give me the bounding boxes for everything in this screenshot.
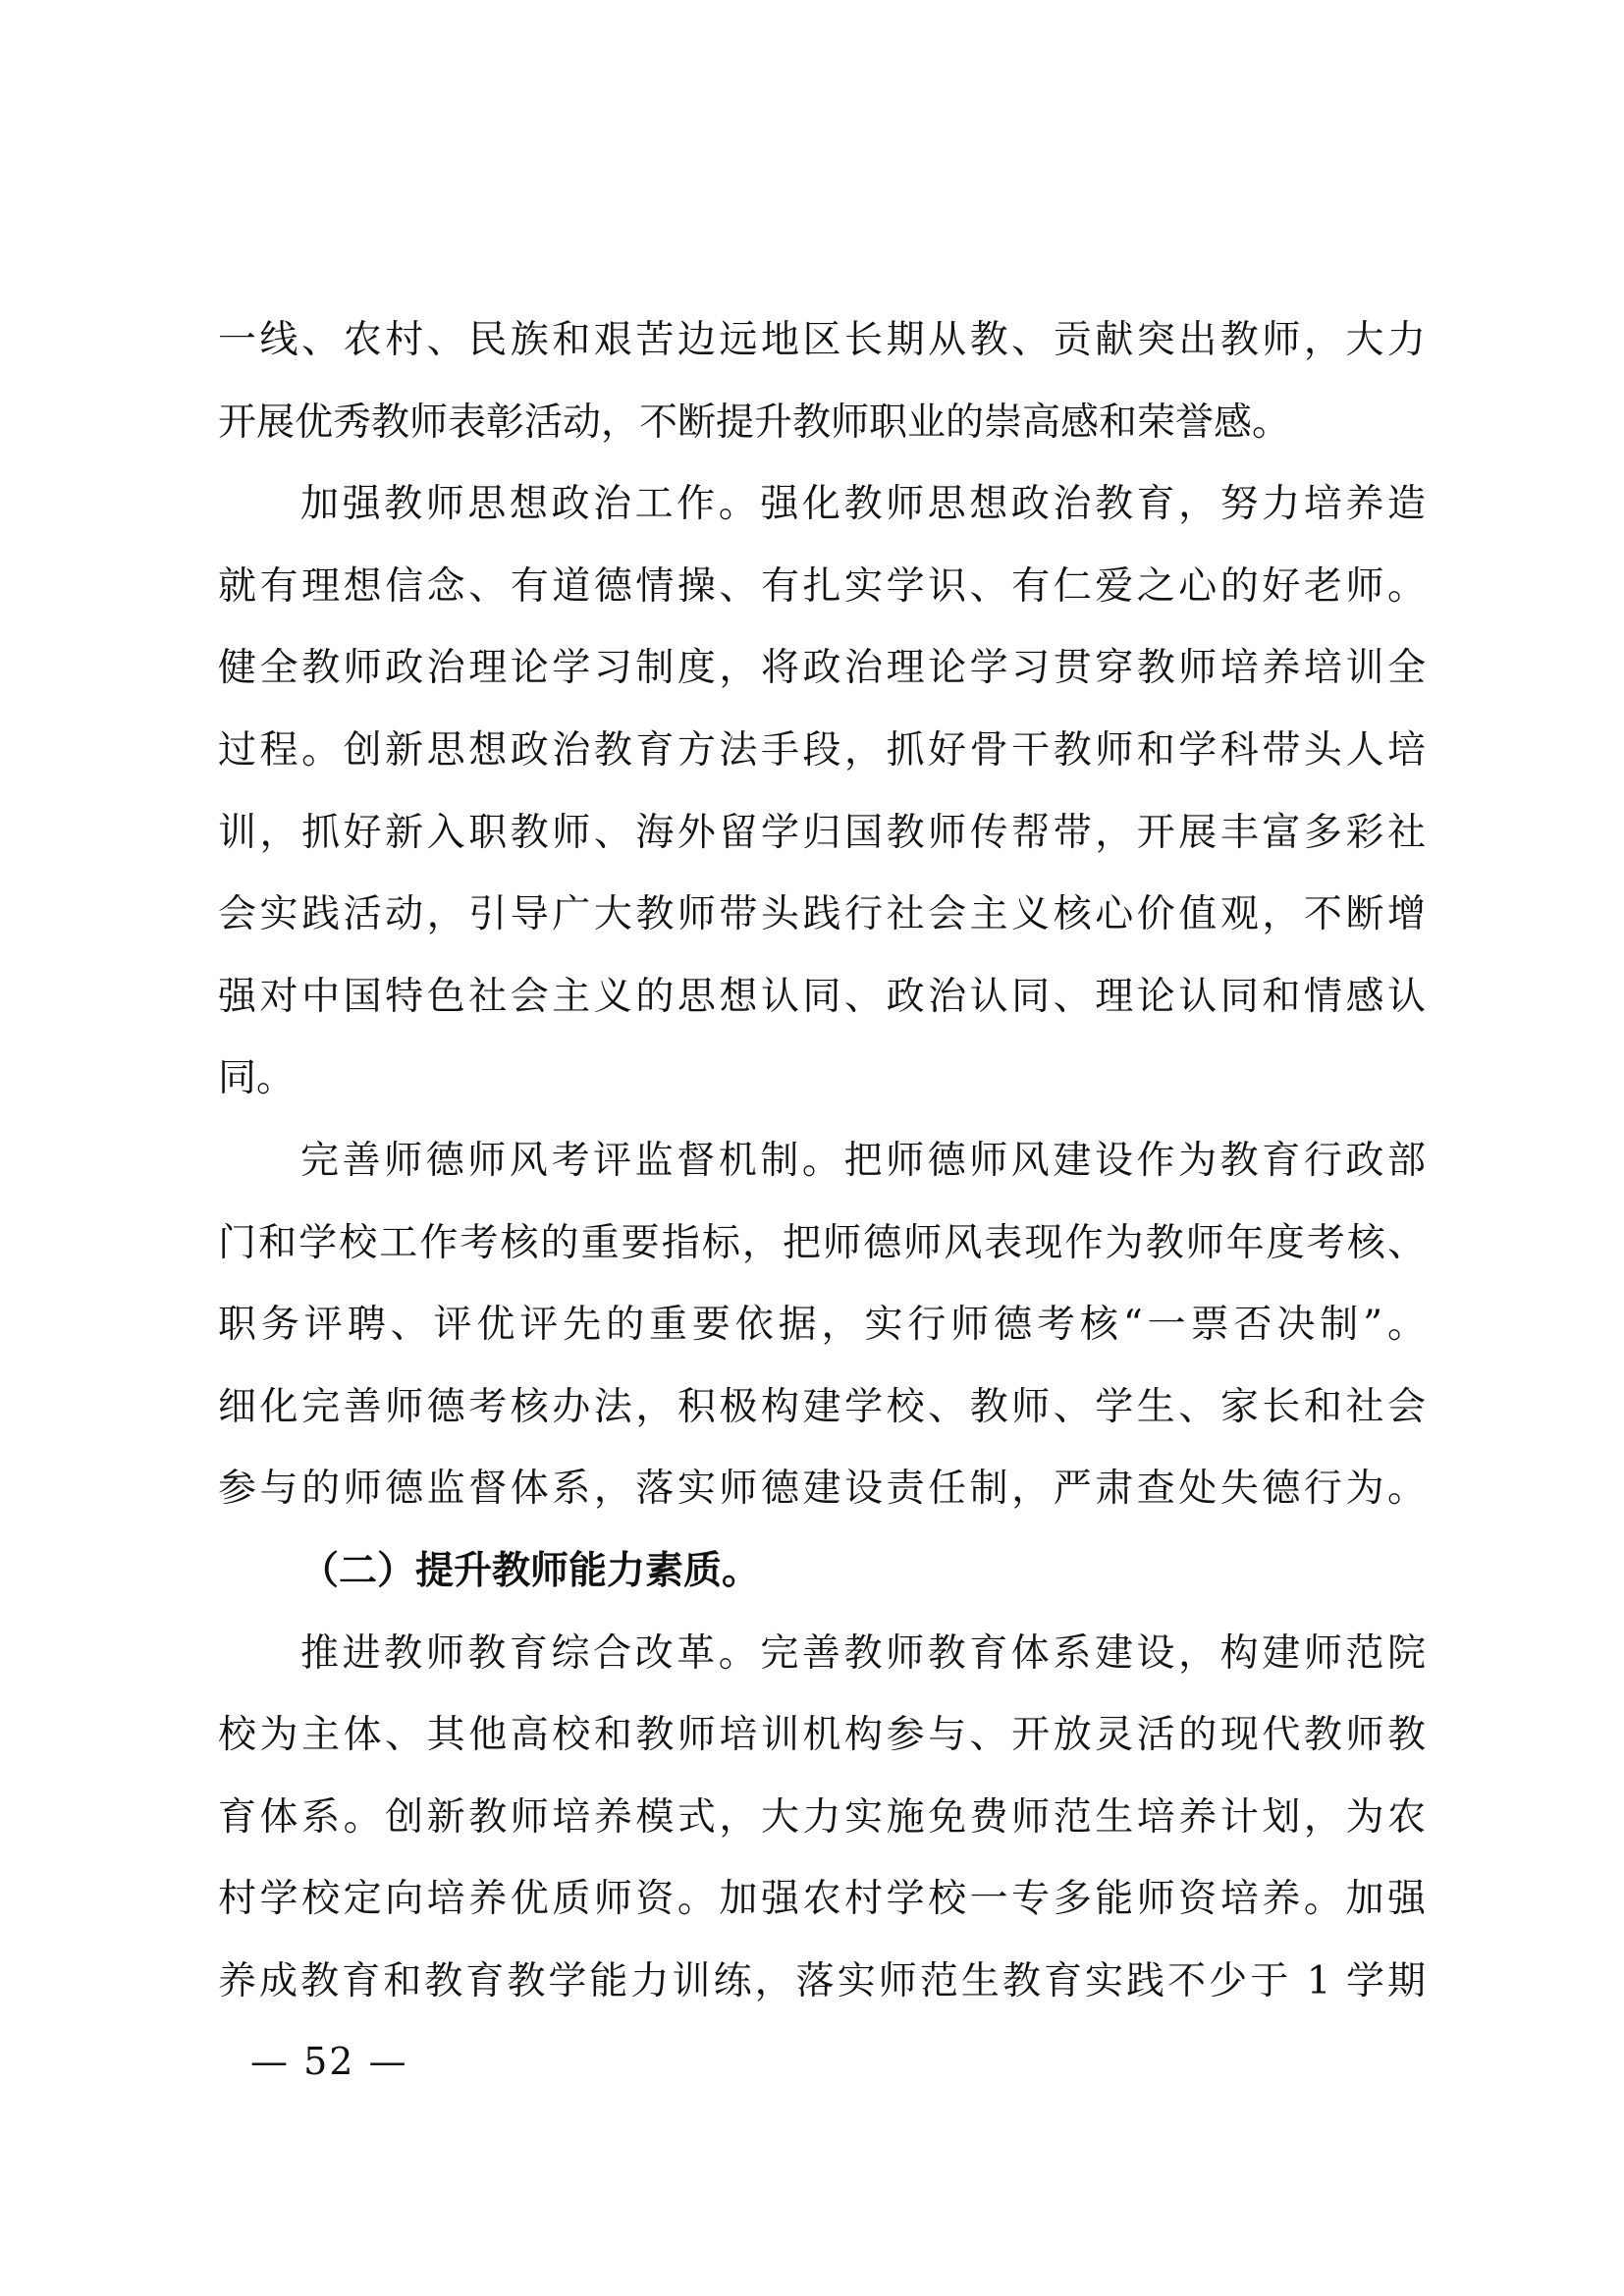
- text-line: 会实践活动，引导广大教师带头践行社会主义核心价值观，不断增: [218, 892, 1426, 937]
- page-number: — 52 —: [250, 2040, 408, 2083]
- text-line: 育体系。创新教师培养模式，大力实施免费师范生培养计划，为农: [218, 1794, 1426, 1840]
- text-line: 一线、农村、民族和艰苦边远地区长期从教、贡献突出教师，大力: [218, 318, 1426, 362]
- text-line: 细化完善师德考核办法，积极构建学校、教师、学生、家长和社会: [218, 1384, 1426, 1429]
- text-line: 强对中国特色社会主义的思想认同、政治认同、理论认同和情感认: [218, 974, 1426, 1019]
- text-line: 过程。创新思想政治教育方法手段，抓好骨干教师和学科带头人培: [218, 727, 1426, 773]
- paragraph-start-line: 加强教师思想政治工作。强化教师思想政治教育，努力培养造: [300, 482, 1426, 527]
- text-line: 开展优秀教师表彰活动，不断提升教师职业的崇高感和荣誉感。: [218, 400, 1291, 445]
- section-heading: （二）提升教师能力素质。: [300, 1547, 761, 1593]
- text-line: 参与的师德监督体系，落实师德建设责任制，严肃查处失德行为。: [218, 1467, 1426, 1512]
- text-line: 校为主体、其他高校和教师培训机构参与、开放灵活的现代教师教: [218, 1713, 1426, 1758]
- paragraph-start-line: 推进教师教育综合改革。完善教师教育体系建设，构建师范院: [300, 1630, 1426, 1676]
- text-line: 村学校定向培养优质师资。加强农村学校一专多能师资培养。加强: [218, 1877, 1426, 1922]
- text-line: 养成教育和教育教学能力训练，落实师范生教育实践不少于 1 学期: [218, 1958, 1426, 2003]
- text-line: 门和学校工作考核的重要指标，把师德师风表现作为教师年度考核、: [218, 1220, 1426, 1265]
- text-line: 训，抓好新入职教师、海外留学归国教师传帮带，开展丰富多彩社: [218, 810, 1426, 855]
- text-line: 就有理想信念、有道德情操、有扎实学识、有仁爱之心的好老师。: [218, 563, 1426, 609]
- text-line: 同。: [218, 1056, 296, 1101]
- text-line: 职务评聘、评优评先的重要依据，实行师德考核“一票否决制”。: [218, 1303, 1426, 1348]
- text-line: 健全教师政治理论学习制度，将政治理论学习贯穿教师培养培训全: [218, 646, 1426, 691]
- paragraph-start-line: 完善师德师风考评监督机制。把师德师风建设作为教育行政部: [300, 1138, 1426, 1183]
- body-text: [218, 299, 1426, 2022]
